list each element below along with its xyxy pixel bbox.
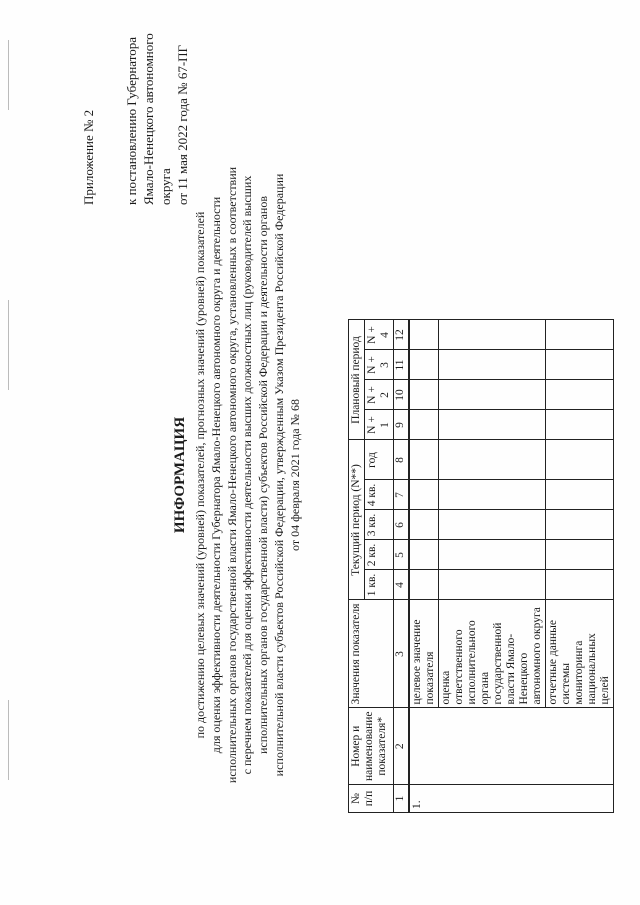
appendix-line: Ямало-Ненецкого автономного округа bbox=[141, 33, 173, 205]
heading-title: ИНФОРМАЦИЯ bbox=[172, 416, 188, 534]
header-values: Значения показателя bbox=[349, 600, 394, 708]
header-n4: N + 4 bbox=[365, 320, 394, 350]
header-current-period: Текущий период (N**) bbox=[349, 440, 365, 600]
header-name: Номер и наименование показателя* bbox=[349, 708, 394, 785]
header-q2: 2 кв. bbox=[365, 540, 394, 570]
appendix-line: от 11 мая 2022 года № 67-ПГ bbox=[175, 44, 190, 205]
column-index-row bbox=[394, 320, 410, 813]
column-index: 10 bbox=[394, 380, 410, 410]
appendix-number: Приложение № 2 bbox=[81, 109, 96, 205]
table-header-row bbox=[349, 320, 365, 813]
column-index: 3 bbox=[394, 600, 410, 708]
header-n2: N + 2 bbox=[365, 380, 394, 410]
header-q4: 4 кв. bbox=[365, 480, 394, 510]
header-year: год bbox=[365, 440, 394, 480]
header-n3: N + 3 bbox=[365, 350, 394, 380]
value-type-assessment: оценка ответственного исполнительного органа государственной власти Ямало-Ненецкого автономного округа bbox=[439, 600, 546, 708]
appendix-line: к постановлению Губернатора bbox=[124, 36, 139, 205]
value-type-target: целевое значение показателя bbox=[409, 600, 439, 708]
header-q3: 3 кв. bbox=[365, 510, 394, 540]
column-index: 2 bbox=[394, 708, 410, 785]
heading-line: с перечнем показателей для оценки эффективности деятельности высших должностных лиц (руководителей высших bbox=[240, 175, 255, 775]
document-heading bbox=[172, 125, 304, 825]
column-index: 12 bbox=[394, 320, 410, 350]
column-index: 9 bbox=[394, 410, 410, 440]
value-type-reported: отчетные данные системы мониторинга национальных целей bbox=[546, 600, 614, 708]
indicators-table bbox=[348, 320, 614, 814]
column-index: 1 bbox=[394, 785, 410, 813]
header-n1: N + 1 bbox=[365, 410, 394, 440]
heading-line: исполнительных органов государственной власти) субъектов Российской Федерации и деятельности органов bbox=[256, 195, 271, 755]
heading-line: для оценки эффективности деятельности Губернатора Ямало-Ненецкого автономного округа и деятельности bbox=[208, 196, 223, 754]
heading-line: исполнительных органов государственной власти Ямало-Ненецкого автономного округа, установленных в соответствии bbox=[224, 166, 239, 784]
column-index: 11 bbox=[394, 350, 410, 380]
row-number: 1. bbox=[409, 785, 614, 813]
column-index: 8 bbox=[394, 440, 410, 480]
table-row bbox=[409, 320, 439, 813]
heading-line: исполнительной власти субъектов Российской Федерации, утвержденным Указом Президента Российской Федерации bbox=[271, 173, 286, 777]
column-index: 5 bbox=[394, 540, 410, 570]
header-q1: 1 кв. bbox=[365, 570, 394, 600]
column-index: 6 bbox=[394, 510, 410, 540]
row-name-cell bbox=[409, 708, 614, 785]
heading-line: по достижению целевых значений (уровней) показателей, прогнозных значений (уровней) показателей bbox=[193, 211, 207, 739]
column-index: 4 bbox=[394, 570, 410, 600]
header-planned-period: Плановый период bbox=[349, 320, 365, 440]
heading-line: от 04 февраля 2021 года № 68 bbox=[287, 399, 302, 551]
column-index: 7 bbox=[394, 480, 410, 510]
header-num: № п/п bbox=[349, 785, 394, 813]
